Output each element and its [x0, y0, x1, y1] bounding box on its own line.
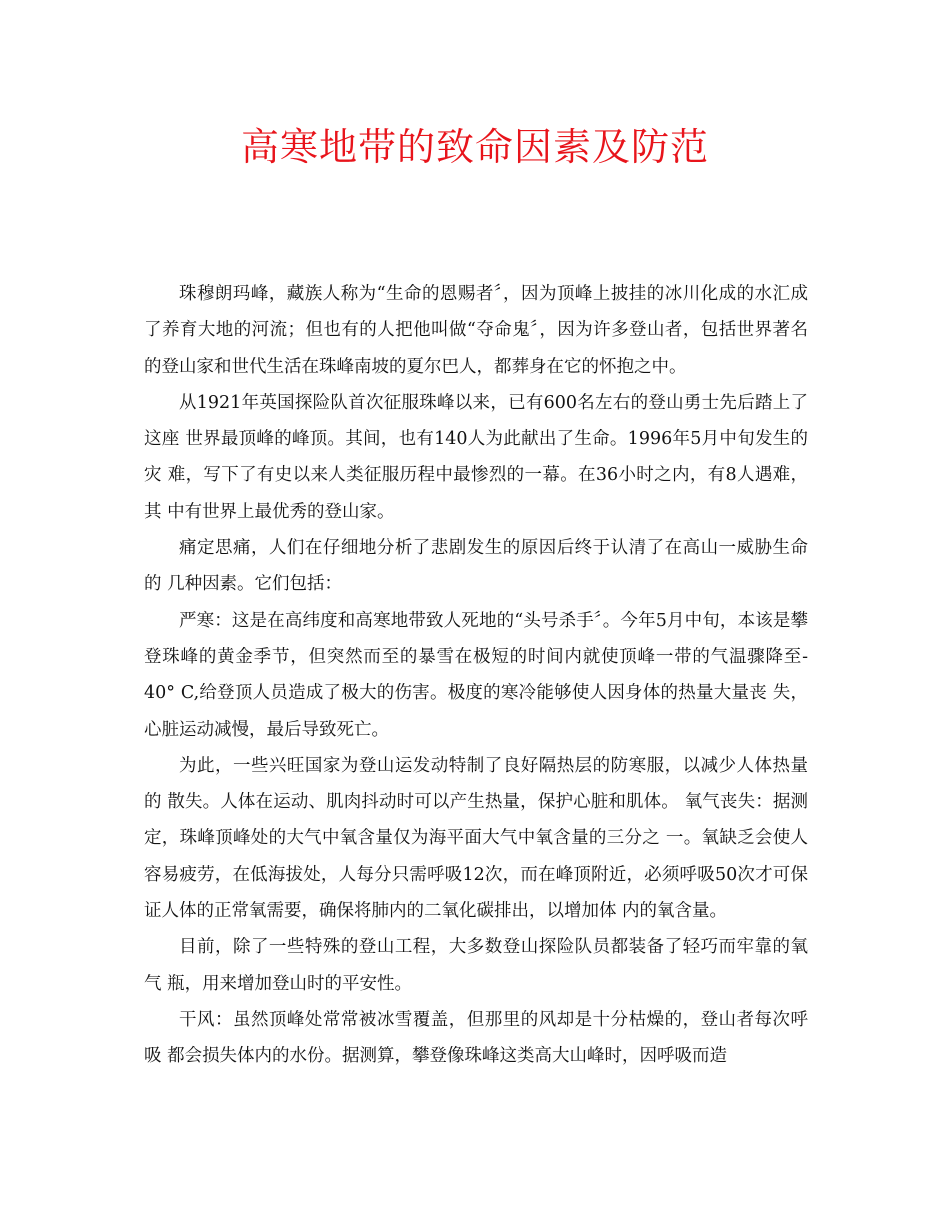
paragraph-oxygen-equipment: 目前，除了一些特殊的登山工程，大多数登山探险队员都装备了轻巧而牢靠的氧气 瓶，用来增加登山时的平安性。 [144, 937, 808, 994]
paragraph-everest-intro: 珠穆朗玛峰，藏族人称为“生命的恩赐者〞，因为顶峰上披挂的冰川化成的水汇成了养育大地的河流；但也有的人把他叫做“夺命鬼〞，因为许多登山者，包括世界著名的登山家和世代生活在珠峰南坡的夏尔巴人，都葬身在它的怀抱之中。 [144, 284, 808, 377]
page-title: 高寒地带的致命因素及防范 [240, 125, 709, 169]
paragraph-climbing-history: 从1921年英国探险队首次征服珠峰以来，已有600名左右的登山勇士先后踏上了这座 世界最顶峰的峰顶。其间，也有140人为此献出了生命。1996年5月中旬发生的灾 难，写下了有史以来人类征服历程中最惨烈的一幕。在36小时之内，有8人遇难，其 中有世界上最优秀的登山家。 [144, 392, 808, 522]
paragraph-causes-intro: 痛定思痛，人们在仔细地分析了悲剧发生的原因后终于认清了在高山一威胁生命的 几种因素。它们包括： [144, 538, 808, 595]
paragraph-severe-cold: 严寒：这是在高纬度和高寒地带致人死地的“头号杀手〞。今年5月中旬，本该是攀 登珠峰的黄金季节，但突然而至的暴雪在极短的时间内就使顶峰一带的气温骤降至- 40° C,给登顶人员造成了极大的伤害。极度的寒冷能够使人因身体的热量大量丧 失，心脏运动减慢，最后导致死亡。 [144, 610, 808, 740]
document-body [144, 276, 808, 1075]
paragraph-dry-wind: 干风：虽然顶峰处常常被冰雪覆盖，但那里的风却是十分枯燥的，登山者每次呼吸 都会损失体内的水份。据测算，攀登像珠峰这类高大山峰时，因呼吸而造 [144, 1009, 808, 1067]
paragraph-cold-protection-oxygen: 为此，一些兴旺国家为登山运发动特制了良好隔热层的防寒服，以减少人体热量的 散失。人体在运动、肌肉抖动时可以产生热量，保护心脏和肌体。 氧气丧失：据测定，珠峰顶峰处的大气中氧含量仅为海平面大气中氧含量的三分之 一。氧缺乏会使人容易疲劳，在低海拔处，人每分只需呼吸12次，而在峰顶附近，必须呼吸50次才可保证人体的正常氧需要，确保将肺内的二氧化碳排出，以增加体 内的氧含量。 [144, 755, 808, 922]
